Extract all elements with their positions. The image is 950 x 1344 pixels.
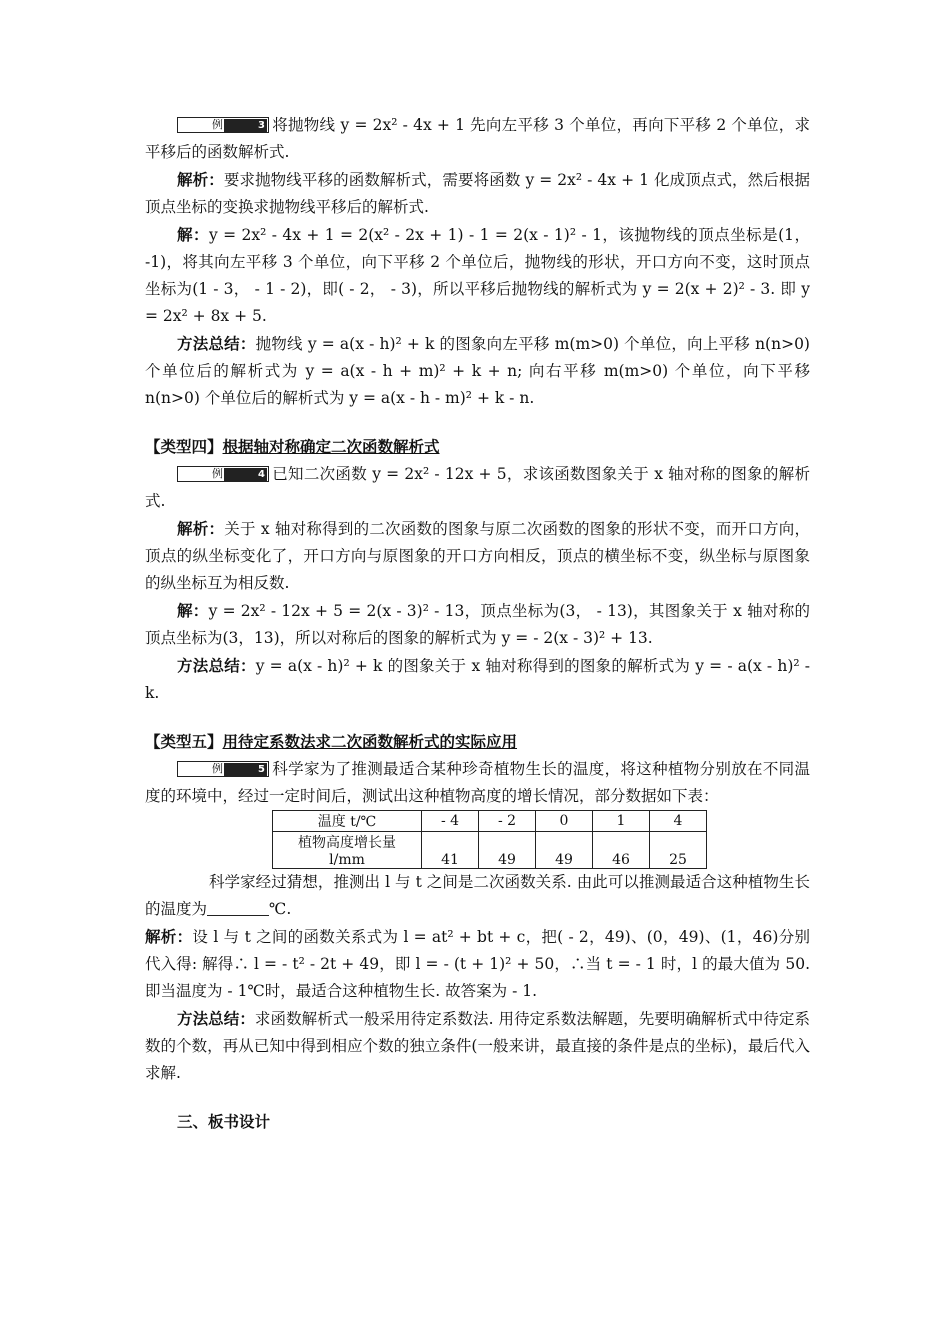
table-cell: 4: [650, 811, 707, 832]
table-cell: - 2: [479, 811, 536, 832]
example-badge-icon: 例 4: [177, 466, 269, 482]
example-5-conclusion: 科学家经过猜想，推测出 l 与 t 之间是二次函数关系. 由此可以推测最适合这种植物生长的温度为 ℃.: [145, 873, 810, 918]
table-row: [273, 832, 707, 869]
table-header-growth-line1: 植物高度增长量: [298, 835, 396, 851]
example-3-solution: 解：y = 2x² - 4x + 1 = 2(x² - 2x + 1) - 1 = 2(x - 1)² - 1，该抛物线的顶点坐标是(1， -1)，将其向左平移 3 个单位，向下平移 2 个单位后，抛物线的形状，开口方向不变，这时顶点坐标为(1 - 3， - 1 - 2)，即( - 2， - 3)，所以平移后抛物线的解析式为 y = 2(x + 2)² - 3. 即 y = 2x² + 8x + 5.: [145, 225, 810, 325]
answer-blank: [207, 901, 269, 916]
table-cell: - 4: [422, 811, 479, 832]
type-4-heading: 【类型四】根据轴对称确定二次函数解析式: [145, 438, 440, 456]
example-badge-icon: 例 5: [177, 761, 269, 777]
table-cell: 49: [479, 832, 536, 869]
table-cell: 1: [593, 811, 650, 832]
example-4-solution: 解：y = 2x² - 12x + 5 = 2(x - 3)² - 13，顶点坐标为(3， - 13)，其图象关于 x 轴对称的顶点坐标为(3，13)，所以对称后的图象的解析式为 y = - 2(x - 3)² + 13.: [145, 601, 810, 647]
example-4-analysis: 解析：关于 x 轴对称得到的二次函数的图象与原二次函数的图象的形状不变，而开口方向，顶点的纵坐标变化了，开口方向与原图象的开口方向相反，顶点的横坐标不变，纵坐标与原图象的纵坐标互为相反数.: [145, 519, 810, 592]
example-badge-icon: 例 3: [177, 117, 269, 133]
section-3-heading: 三、板书设计: [177, 1113, 271, 1131]
table-cell: 25: [650, 832, 707, 869]
example-3-method: 方法总结：抛物线 y = a(x - h)² + k 的图象向左平移 m(m>0) 个单位，向上平移 n(n>0) 个单位后的解析式为 y = a(x - h + m)² + k + n; 向右平移 m(m>0) 个单位，向下平移 n(n>0) 个单位后的解析式为 y = a(x - h - m)² + k - n.: [145, 334, 810, 407]
example-3-analysis: 解析：要求抛物线平移的函数解析式，需要将函数 y = 2x² - 4x + 1 化成顶点式，然后根据顶点坐标的变换求抛物线平移后的解析式.: [145, 170, 810, 216]
table-header-growth: [273, 832, 422, 869]
table-cell: 41: [422, 832, 479, 869]
example-4-question: 例 4 已知二次函数 y = 2x² - 12x + 5，求该函数图象关于 x 轴对称的图象的解析式.: [145, 465, 810, 510]
example-3-question: 例 3 将抛物线 y = 2x² - 4x + 1 先向左平移 3 个单位，再向下平移 2 个单位，求平移后的函数解析式.: [145, 116, 810, 161]
table-header-temperature: 温度 t/℃: [273, 811, 422, 832]
table-header-growth-line2: l/mm: [329, 852, 365, 868]
document-page: [145, 112, 810, 1136]
growth-data-table: [272, 810, 707, 869]
example-5-method: 方法总结：求函数解析式一般采用待定系数法. 用待定系数法解题，先要明确解析式中待定系数的个数，再从已知中得到相应个数的独立条件(一般来讲，最直接的条件是点的坐标)，最后代入求解.: [145, 1009, 810, 1082]
example-4-method: 方法总结：y = a(x - h)² + k 的图象关于 x 轴对称得到的图象的解析式为 y = - a(x - h)² - k.: [145, 656, 810, 702]
table-cell: 49: [536, 832, 593, 869]
type-5-heading: 【类型五】用待定系数法求二次函数解析式的实际应用: [145, 733, 518, 751]
example-5-analysis: 解析：设 l 与 t 之间的函数关系式为 l = at² + bt + c，把( - 2，49)、(0，49)、(1，46)分别代入得: 解得∴ l = - t² - 2t + 49，即 l = - (t + 1)² + 50，∴当 t = - 1 时，l 的最大值为 50. 即当温度为 - 1℃时，最适合这种植物生长. 故答案为 - 1.: [145, 927, 810, 1000]
example-5-question: 例 5 科学家为了推测最适合某种珍奇植物生长的温度，将这种植物分别放在不同温度的环境中，经过一定时间后，测试出这种植物高度的增长情况，部分数据如下表：: [145, 760, 810, 805]
table-cell: 46: [593, 832, 650, 869]
table-row: [273, 811, 707, 832]
table-cell: 0: [536, 811, 593, 832]
